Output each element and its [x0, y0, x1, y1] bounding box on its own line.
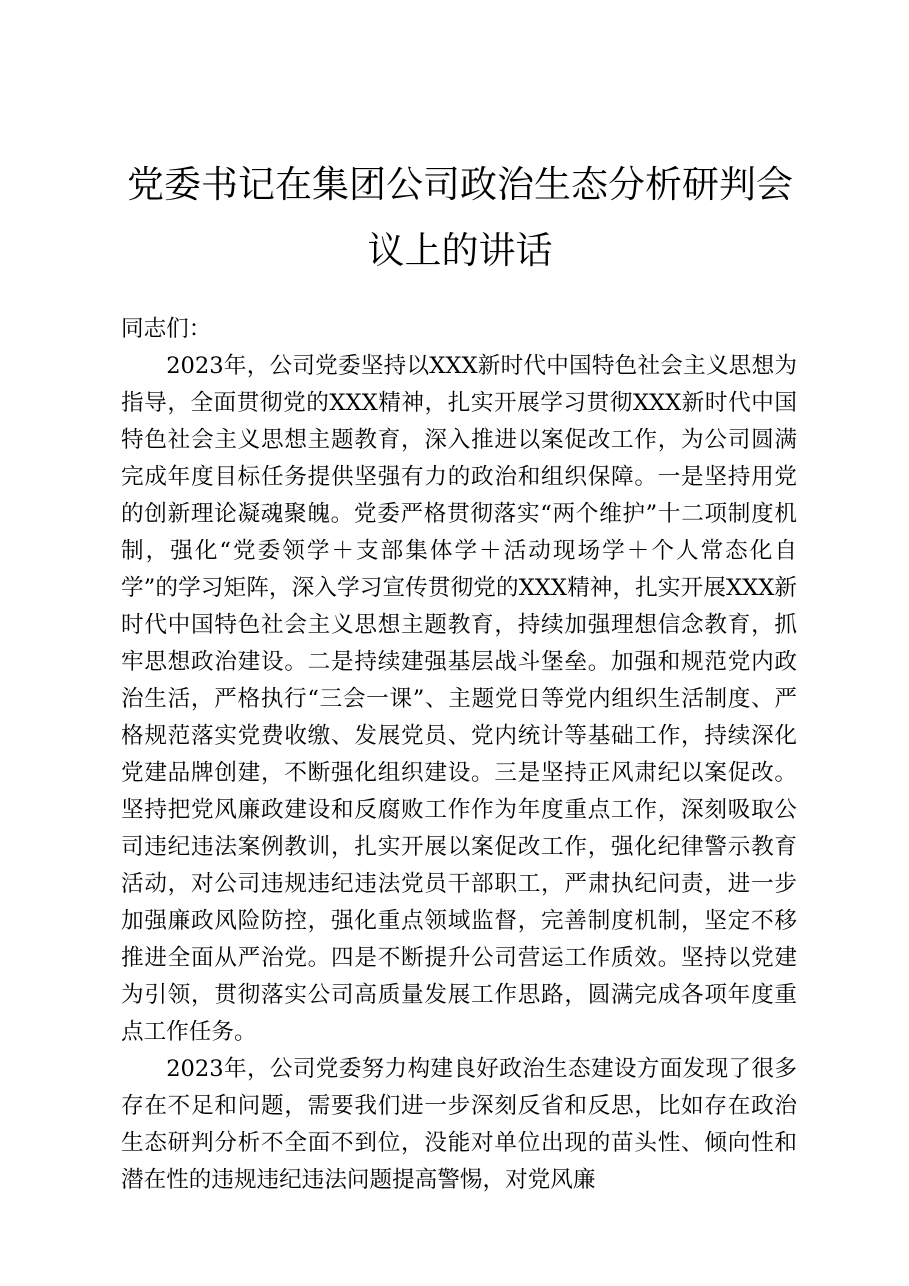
- paragraph-1: 2023年，公司党委坚持以XXX新时代中国特色社会主义思想为指导，全面贯彻党的XXX精神，扎实开展学习贯彻XXX新时代中国特色社会主义思想主题教育，深入推进以案促改工作，为公司圆满完成年度目标任务提供坚强有力的政治和组织保障。一是坚持用党的创新理论凝魂聚魄。党委严格贯彻落实“两个维护”十二项制度机制，强化“党委领学＋支部集体学＋活动现场学＋个人常态化自学”的学习矩阵，深入学习宣传贯彻党的XXX精神，扎实开展XXX新时代中国特色社会主义思想主题教育，持续加强理想信念教育，抓牢思想政治建设。二是持续建强基层战斗堡垒。加强和规范党内政治生活，严格执行“三会一课”、主题党日等党内组织生活制度、严格规范落实党费收缴、发展党员、党内统计等基础工作，持续深化党建品牌创建，不断强化组织建设。三是坚持正风肃纪以案促改。坚持把党风廉政建设和反腐败工作作为年度重点工作，深刻吸取公司违纪违法案例教训，扎实开展以案促改工作，强化纪律警示教育活动，对公司违规违纪违法党员干部职工，严肃执纪问责，进一步加强廉政风险防控，强化重点领域监督，完善制度机制，坚定不移推进全面从严治党。四是不断提升公司营运工作质效。坚持以党建为引领，贯彻落实公司高质量发展工作思路，圆满完成各项年度重点工作任务。: [121, 353, 797, 1045]
- greeting: 同志们：: [121, 316, 212, 342]
- paragraph-2: 2023年，公司党委努力构建良好政治生态建设方面发现了很多存在不足和问题，需要我们进一步深刻反省和反思，比如存在政治生态研判分析不全面不到位，没能对单位出现的苗头性、倾向性和潜在性的违规违纪违法问题提高警惕，对党风廉: [121, 1056, 797, 1193]
- document-body: [121, 311, 797, 1199]
- document-title: 党委书记在集团公司政治生态分析研判会议上的讲话: [127, 163, 793, 272]
